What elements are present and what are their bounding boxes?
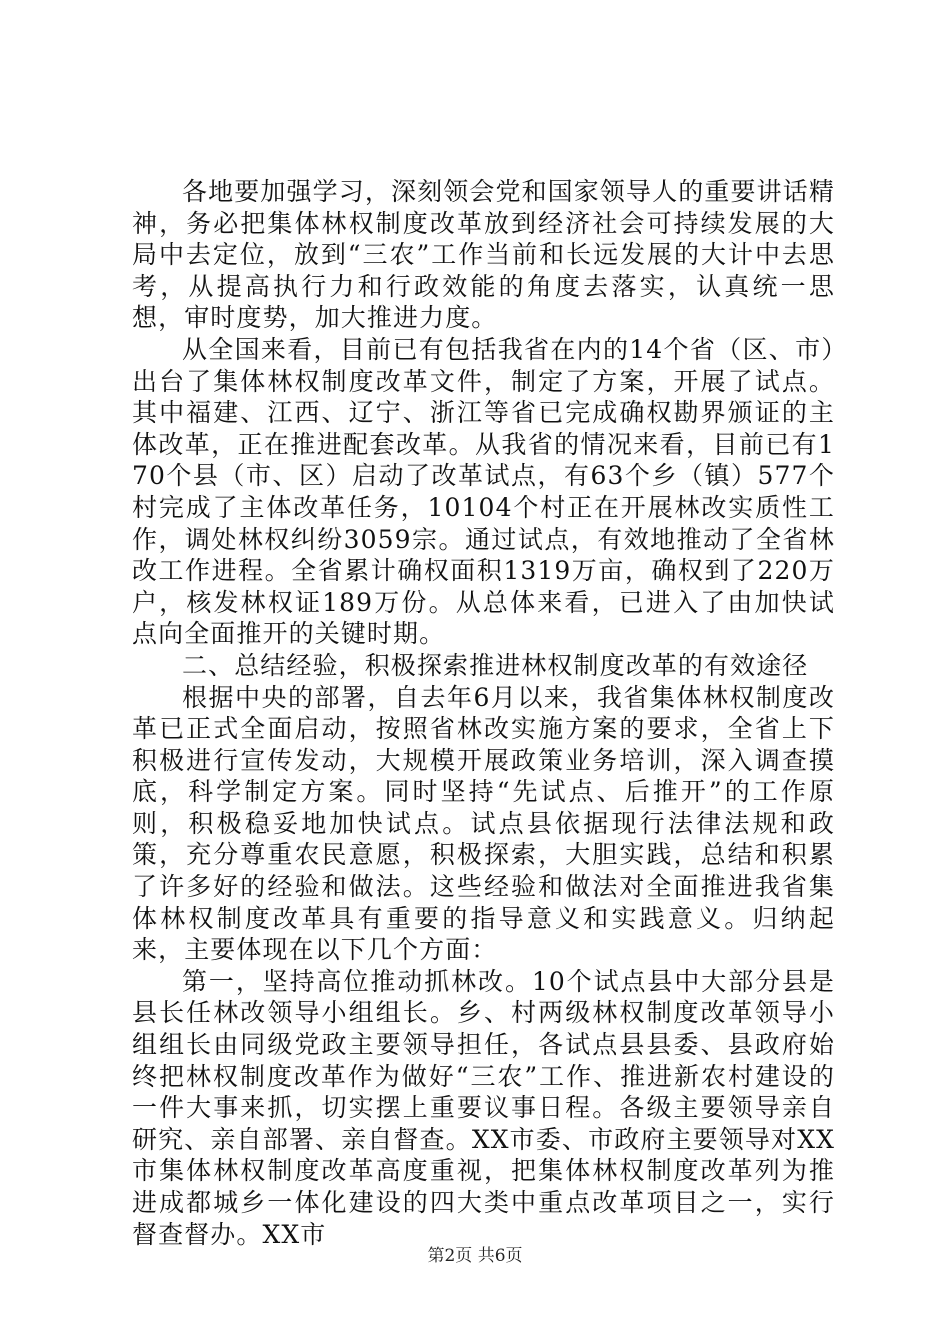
document-body — [132, 176, 835, 1250]
paragraph-first-point: 第一，坚持高位推动抓林改。10个试点县中大部分县是县长任林改领导小组组长。乡、村两级林权制度改革领导小组组长由同级党政主要领导担任，各试点县县委、县政府始终把林权制度改革作为做好“三农”工作、推进新农村建设的一件大事来抓，切实摆上重要议事日程。各级主要领导亲自研究、亲自部署、亲自督查。XX市委、市政府主要领导对XX市集体林权制度改革高度重视，把集体林权制度改革列为推进成都城乡一体化建设的四大类中重点改革项目之一，实行督查督办。XX市 — [132, 966, 835, 1249]
paragraph-national-progress: 从全国来看，目前已有包括我省在内的14个省（区、市）出台了集体林权制度改革文件，制定了方案，开展了试点。其中福建、江西、辽宁、浙江等省已完成确权勘界颁证的主体改革，正在推进配套改革。从我省的情况来看，目前已有170个县（市、区）启动了改革试点，有63个乡（镇）577个村完成了主体改革任务，10104个村正在开展林改实质性工作，调处林权纠纷3059宗。通过试点，有效地推动了全省林改工作进程。全省累计确权面积1319万亩，确权到了220万户，核发林权证189万份。从总体来看，已进入了由加快试点向全面推开的关键时期。 — [132, 334, 835, 649]
page-number-footer: 第2页 共6页 — [427, 1246, 523, 1266]
paragraph-central-deployment: 根据中央的部署，自去年6月以来，我省集体林权制度改革已正式全面启动，按照省林改实施方案的要求，全省上下积极进行宣传发动，大规模开展政策业务培训，深入调查摸底，科学制定方案。同时坚持“先试点、后推开”的工作原则，积极稳妥地加快试点。试点县依据现行法律法规和政策，充分尊重农民意愿，积极探索，大胆实践，总结和积累了许多好的经验和做法。这些经验和做法对全面推进我省集体林权制度改革具有重要的指导意义和实践意义。归纳起来，主要体现在以下几个方面： — [132, 682, 835, 965]
paragraph-study-spirit: 各地要加强学习，深刻领会党和国家领导人的重要讲话精神，务必把集体林权制度改革放到经济社会可持续发展的大局中去定位，放到“三农”工作当前和长远发展的大计中去思考，从提高执行力和行政效能的角度去落实，认真统一思想，审时度势，加大推进力度。 — [132, 177, 835, 333]
section-heading-summarize-experience: 二、总结经验，积极探索推进林权制度改革的有效途径 — [182, 650, 809, 680]
